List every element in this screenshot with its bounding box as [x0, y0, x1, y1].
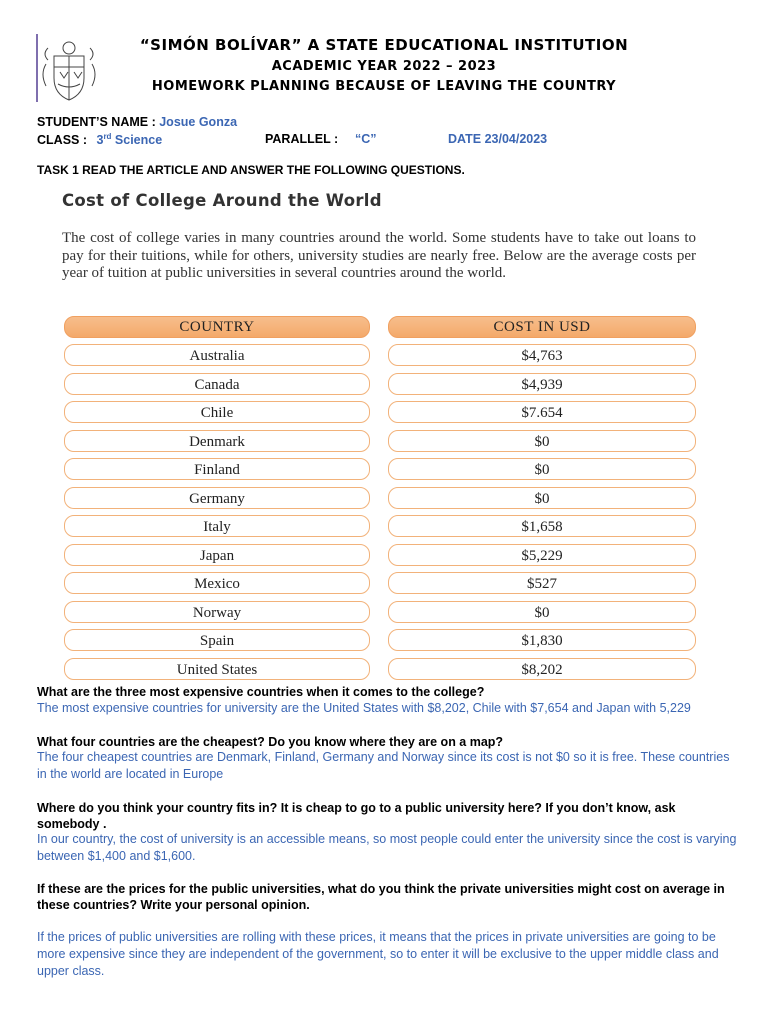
parallel-value: “C” [355, 132, 377, 146]
institution-title: “SIMÓN BOLÍVAR” A STATE EDUCATIONAL INSTITUTION [139, 36, 629, 54]
article-title: Cost of College Around the World [62, 191, 382, 210]
task-instruction: TASK 1 READ THE ARTICLE AND ANSWER THE FOLLOWING QUESTIONS. [37, 163, 465, 177]
table-cell-cost: $4,763 [388, 344, 696, 366]
answer-2: The four cheapest countries are Denmark, Finland, Germany and Norway since its cost is not $0 so it is free. These countries in the world are located in Europe [37, 750, 730, 781]
question-3: Where do you think your country fits in? It is cheap to go to a public university here? If you don’t know, ask somebody . [37, 801, 676, 831]
table-cell-country: Denmark [64, 430, 370, 452]
table-cell-country: Finland [64, 458, 370, 480]
table-cell-cost: $8,202 [388, 658, 696, 680]
answer-3: In our country, the cost of university is an accessible means, so most people could enter the university since the cost is varying between $1,400 and $1,600. [37, 832, 737, 863]
table-cell-cost: $4,939 [388, 373, 696, 395]
student-name-row [37, 115, 237, 129]
table-cell-cost: $7.654 [388, 401, 696, 423]
question-2: What four countries are the cheapest? Do you know where they are on a map? [37, 735, 504, 749]
question-1: What are the three most expensive countries when it comes to the college? [37, 685, 485, 699]
class-value: 3rd Science [96, 132, 163, 148]
table-cell-country: Italy [64, 515, 370, 537]
planning-title: HOMEWORK PLANNING BECAUSE OF LEAVING THE COUNTRY [151, 79, 617, 94]
table-cell-country: United States [64, 658, 370, 680]
class-row [37, 132, 162, 147]
table-cell-cost: $0 [388, 601, 696, 623]
table-cell-country: Germany [64, 487, 370, 509]
table-header-cost: COST IN USD [388, 316, 696, 338]
table-header-country: COUNTRY [64, 316, 370, 338]
table-cell-cost: $0 [388, 430, 696, 452]
date: DATE 23/04/2023 [448, 132, 548, 146]
table-cell-cost: $1,830 [388, 629, 696, 651]
table-cell-cost: $5,229 [388, 544, 696, 566]
student-name-label: STUDENT’S NAME : [37, 115, 156, 129]
table-cell-cost: $0 [388, 458, 696, 480]
table-cell-country: Japan [64, 544, 370, 566]
answer-1: The most expensive countries for university are the United States with $8,202, Chile with $7,654 and Japan with 5,229 [37, 701, 691, 715]
table-cell-country: Spain [64, 629, 370, 651]
question-4: If these are the prices for the public universities, what do you think the private universities might cost on average in these countries? Write your personal opinion. [37, 882, 725, 912]
table-cell-country: Chile [64, 401, 370, 423]
table-cell-country: Mexico [64, 572, 370, 594]
table-cell-country: Canada [64, 373, 370, 395]
article-intro: The cost of college varies in many countries around the world. Some students have to take out loans to pay for their tuitions, while for others, university studies are nearly free. Below are the average costs per year of tuition at public universities in several countries around the world. [62, 230, 696, 281]
table-cell-cost: $527 [388, 572, 696, 594]
answer-4: If the prices of public universities are rolling with these prices, it means that the prices in private universities are going to be more expensive since they are independent of the government, so to enter it will be exclusive to the upper middle class and upper class. [37, 930, 719, 978]
table-cell-cost: $1,658 [388, 515, 696, 537]
table-cell-country: Norway [64, 601, 370, 623]
table-cell-country: Australia [64, 344, 370, 366]
parallel-label: PARALLEL : [265, 132, 339, 146]
academic-year: ACADEMIC YEAR 2022 – 2023 [271, 59, 497, 74]
student-name-value: Josue Gonza [159, 115, 238, 129]
class-label: CLASS : [37, 133, 87, 148]
table-cell-cost: $0 [388, 487, 696, 509]
